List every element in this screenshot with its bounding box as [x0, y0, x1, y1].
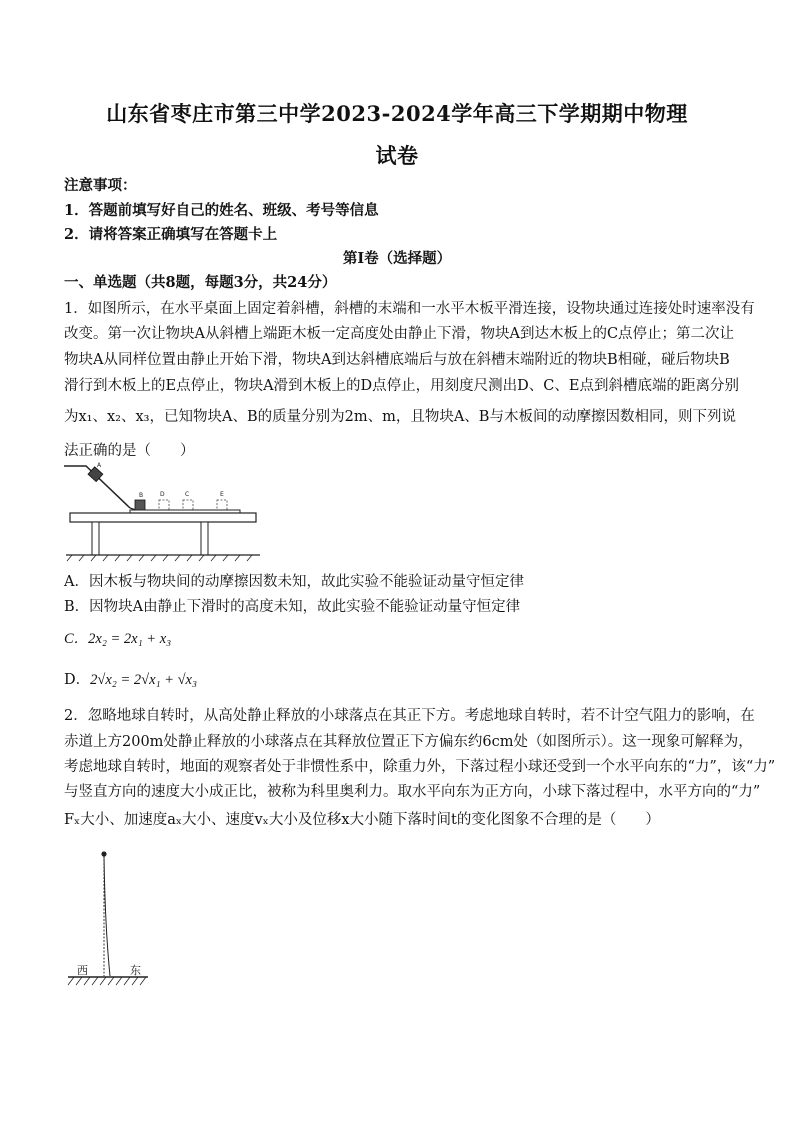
q2-figure: [64, 846, 164, 992]
q1-figure: [64, 458, 264, 562]
q2-line-5: Fₓ大小、加速度aₓ大小、速度vₓ大小及位移x大小随下落时间t的变化图象不合理的是（ ）: [64, 812, 660, 828]
table-leg-left: [92, 522, 99, 555]
paper-title: 山东省枣庄市第三中学2023-2024学年高三下学期期中物理: [106, 101, 688, 126]
q1-line-1: 1．如图所示，在水平桌面上固定着斜槽，斜槽的末端和一水平木板平滑连接，设物块通过连接处时速率没有: [64, 301, 755, 317]
q1-option-c: C．2x₂ = 2x₁ + x₃: [64, 631, 172, 647]
position-c: [183, 500, 193, 510]
position-e: [217, 500, 227, 510]
notes-item-1: 1．答题前填写好自己的姓名、班级、考号等信息: [64, 202, 379, 219]
block-b: [135, 500, 145, 510]
position-d: [159, 500, 169, 510]
ball-icon: [101, 851, 106, 856]
label-d: D: [160, 491, 165, 498]
q2-line-1: 2．忽略地球自转时，从高处静止释放的小球落点在其正下方。考虑地球自转时，若不计空气阻力的影响，在: [64, 708, 755, 724]
q1-option-a: A．因木板与物块间的动摩擦因数未知，故此实验不能验证动量守恒定律: [64, 574, 524, 590]
q2-line-3: 考虑地球自转时，地面的观察者处于非惯性系中，除重力外，下落过程小球还受到一个水平向东的“力”，该“力”: [64, 759, 776, 775]
ground-hatching: [68, 977, 146, 985]
label-west: 西: [77, 964, 88, 977]
q1-line-5: 为x₁、x₂、x₃，已知物块A、B的质量分别为2m、m，且物块A、B与木板间的动摩擦因数相同，则下列说: [64, 409, 736, 425]
label-b: B: [139, 492, 144, 499]
notes-item-2: 2．请将答案正确填写在答题卡上: [64, 226, 278, 243]
label-east: 东: [130, 964, 141, 977]
label-c: C: [185, 491, 190, 498]
ground-hatching: [67, 555, 252, 561]
paper-title-line2: 试卷: [375, 143, 419, 168]
q2-line-2: 赤道上方200m处静止释放的小球落点在其释放位置正下方偏东约6cm处（如图所示）。这一现象可解释为，: [64, 734, 753, 750]
q1-option-b: B．因物块A由静止下滑时的高度未知，故此实验不能验证动量守恒定律: [64, 599, 521, 615]
q1-line-2: 改变。第一次让物块A从斜槽上端距木板一定高度处由静止下滑，物块A到达木板上的C点停止；第二次让: [64, 326, 735, 342]
q2-line-4: 与竖直方向的速度大小成正比，被称为科里奥利力。取水平向东为正方向，小球下落过程中，水平方向的“力”: [64, 784, 761, 800]
q1-line-6: 法正确的是（ ）: [64, 443, 195, 459]
label-e: E: [220, 491, 224, 498]
q1-line-4: 滑行到木板上的E点停止，物块A滑到木板上的D点停止，用刻度尺测出D、C、E点到斜槽底端的距离分别: [64, 378, 739, 394]
notes-heading: 注意事项：: [64, 177, 137, 194]
part-heading: 第Ⅰ卷（选择题）: [342, 250, 452, 267]
q1-line-3: 物块A从同样位置由静止开始下滑，物块A到达斜槽底端后与放在斜槽末端附近的物块B相碰，碰后物块B: [64, 352, 730, 368]
q1-option-d-expr: 2√x₂ = 2√x₁ + √x₃: [90, 672, 198, 688]
table-leg-right: [201, 522, 208, 555]
trajectory-curve: [104, 856, 110, 976]
q1-option-d-prefix: D．: [64, 672, 91, 688]
table-top: [70, 513, 256, 522]
section-heading: 一、单选题（共8题，每题3分，共24分）: [64, 274, 337, 291]
q1-option-d: [64, 668, 197, 689]
label-a: A: [97, 462, 102, 469]
